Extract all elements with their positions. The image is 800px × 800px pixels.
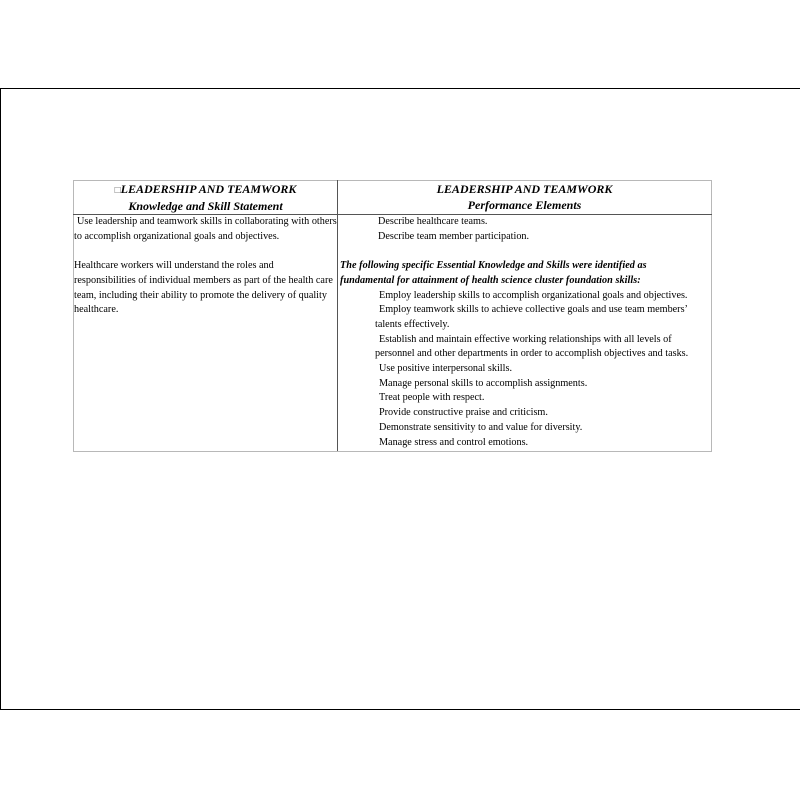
left-header-subtitle: Knowledge and Skill Statement xyxy=(128,198,283,213)
performance-element-item: Establish and maintain effective working relationships with all levels of personnel and other departments in order to accomplish objectives and tasks. xyxy=(375,333,689,360)
right-header-subtitle: Performance Elements xyxy=(467,197,582,212)
checkbox-glyph-icon: □ xyxy=(114,185,121,196)
foundation-skills-intro: fundamental for attainment of health science cluster foundation skills: xyxy=(340,274,641,286)
performance-element-item: Manage personal skills to accomplish assignments. xyxy=(379,377,588,389)
knowledge-skill-cell xyxy=(74,215,338,452)
performance-elements-header xyxy=(338,181,712,215)
knowledge-skill-header xyxy=(74,181,338,215)
left-header-title: LEADERSHIP AND TEAMWORK xyxy=(120,182,297,196)
table-header-row xyxy=(74,181,712,215)
performance-element-item: Demonstrate sensitivity to and value for diversity. xyxy=(379,421,583,433)
performance-basic-item: Describe team member participation. xyxy=(378,230,530,242)
table-body-row xyxy=(74,215,712,452)
knowledge-skill-paragraph: Use leadership and teamwork skills in collaborating with others to accomplish organizational goals and objectives. xyxy=(74,216,337,242)
performance-element-item: Employ teamwork skills to achieve collective goals and use team members’ talents effectively. xyxy=(375,304,688,330)
performance-elements-cell xyxy=(338,215,712,452)
performance-element-item: Treat people with respect. xyxy=(379,392,485,404)
performance-element-item: Provide constructive praise and criticism. xyxy=(379,407,548,419)
performance-element-item: Use positive interpersonal skills. xyxy=(379,363,512,375)
knowledge-skill-paragraph: Healthcare workers will understand the roles and responsibilities of individual members as part of the health care team, including their ability to promote the delivery of quality healthcare. xyxy=(74,260,333,316)
performance-element-item: Employ leadership skills to accomplish organizational goals and objectives. xyxy=(379,289,688,301)
performance-element-item: Manage stress and control emotions. xyxy=(379,436,529,448)
leadership-teamwork-table xyxy=(73,180,712,452)
foundation-skills-intro: The following specific Essential Knowledge and Skills were identified as xyxy=(340,260,647,272)
right-header-title: LEADERSHIP AND TEAMWORK xyxy=(436,182,613,196)
performance-basic-item: Describe healthcare teams. xyxy=(378,216,488,227)
